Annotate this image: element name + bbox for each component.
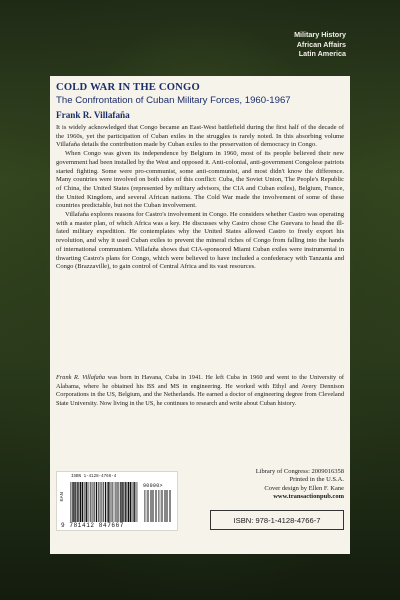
- subject-african-affairs: African Affairs: [296, 39, 346, 49]
- isbn-box: [210, 510, 344, 530]
- cover-design-credit: Cover design by Ellen F. Kane: [264, 484, 344, 492]
- barcode-addon-bars: [143, 490, 173, 522]
- isbn-number: ISBN: 978-1-4128-4766-7: [233, 515, 321, 525]
- barcode-isbn-label: ISBN 1-4128-4766-4: [71, 475, 117, 479]
- book-title: COLD WAR IN THE CONGO: [56, 82, 200, 93]
- back-cover-panel: [50, 76, 350, 554]
- barcode: [56, 471, 178, 531]
- library-of-congress: Library of Congress: 2009016358: [255, 468, 344, 475]
- book-author: Frank R. Villafaña: [56, 110, 130, 120]
- printed-in: Printed in the U.S.A.: [289, 476, 344, 484]
- barcode-ean-label: EAN: [59, 492, 64, 502]
- subject-latin-america: Latin America: [298, 49, 346, 58]
- author-bio: [56, 374, 344, 408]
- description-paragraph: Villafaña explores reasons for Castro's involvement in Congo. He considers whether Castro was operating with a master plan, of which Africa was a key. He discusses why Castro chose Che Guevara to head the ill-fated military expedition. He contemplates why the United States allowed Castro to freely export his revolution, and why it used Cuban exiles to prevent the mineral riches of Congo from falling into the hands of international communism. Villafaña shows that CIA-sponsored Miami Cuban exiles were instrumental in thwarting Castro's plans for Congo, which were believed to have included a confederacy with Tanzania and Congo (Brazzaville), to gain control of Central Africa and its vast resources.: [56, 211, 344, 271]
- description-paragraph: When Congo was given its independence by Belgium in 1960, most of its people believed their new government had been installed by the West and opposed it. Anti-colonial, anti-government Congolese patriots started fighting. Some were pro-communist, some anti-communist, and most didn't know the difference. Many countries were involved on both sides of this conflict: Cuba, the Soviet Union, The People's Republic of China, the United States (represented by military advisors, the CIA and Cuban exiles), Belgium, France, the United Kingdom, and several African nations. The Cold War made the involvement of some of these countries predictable, but not the Cuban involvement.: [56, 150, 344, 210]
- bio-author-name: Frank R. Villafaña: [56, 374, 106, 381]
- book-subtitle: The Confrontation of Cuban Military Forces, 1960-1967: [56, 95, 291, 106]
- bio-text: was born in Havana, Cuba in 1941. He left Cuba in 1960 and went to the University of Alabama, where he obtained his BS and MS in engineering. He worked with Ethyl and Avery Dennison Corporations in the US, Belgium, and the Netherlands. He earned a doctor of engineering degree from Cleveland State University. Now living in the US, he continues to research and write about Cuban history.: [56, 374, 345, 407]
- subject-military-history: Military History: [294, 30, 346, 39]
- barcode-bars: [69, 482, 139, 522]
- publisher-info: [256, 468, 344, 502]
- subject-categories: [294, 30, 346, 59]
- publisher-url: www.transactionpub.com: [273, 493, 344, 501]
- description-paragraph: It is widely acknowledged that Congo became an East-West battlefield during the first half of the decade of the 1960s, yet the participation of Cuban exiles in the struggles is rarely noted. In this absorbing volume Villafaña details the contribution made by Cuban exiles to the preservation of democracy in Congo.: [56, 124, 344, 149]
- barcode-addon-digits: 90000>: [143, 483, 163, 489]
- cover-content: [56, 82, 344, 272]
- barcode-digits: 9 781412 847667: [61, 522, 125, 529]
- description: [56, 124, 344, 272]
